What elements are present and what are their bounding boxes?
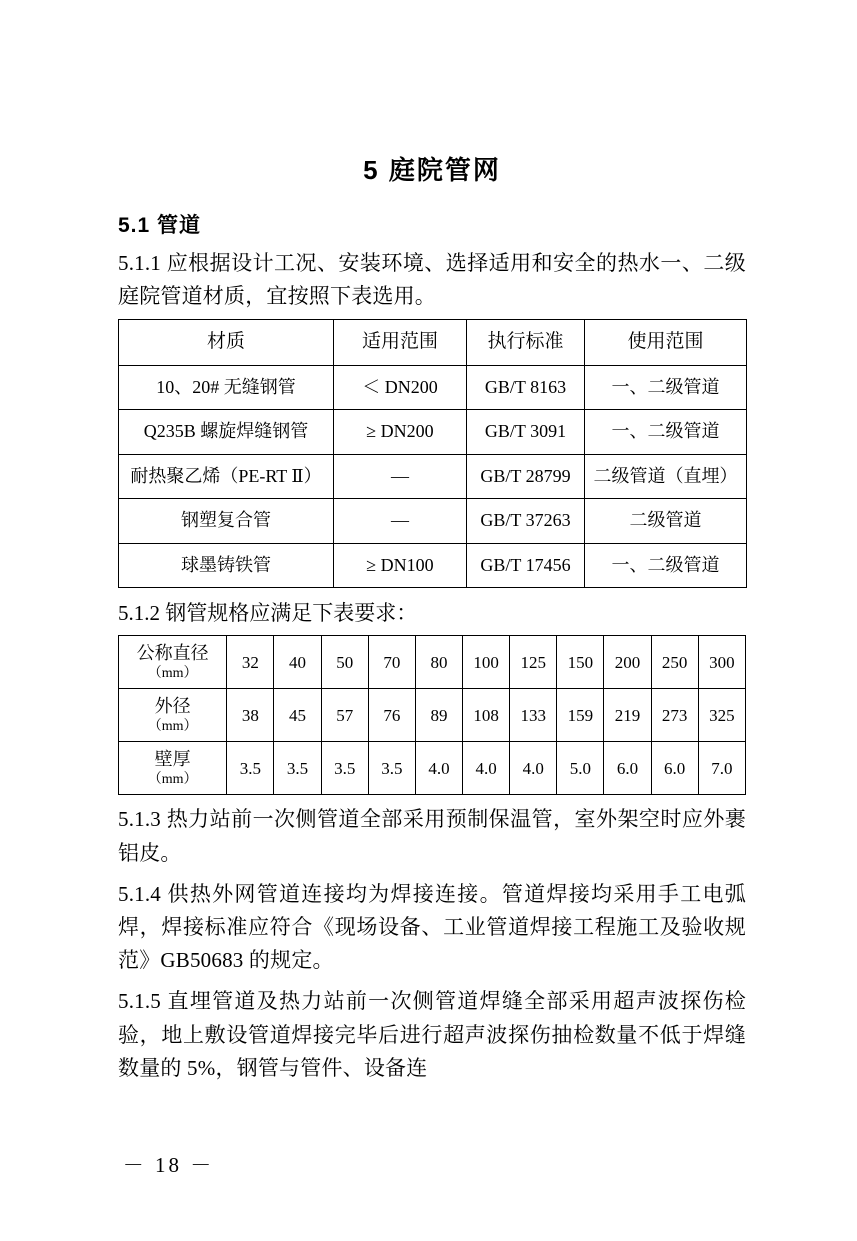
cell-nominal-diameter: 80: [415, 636, 462, 689]
cell-material: 10、20# 无缝钢管: [119, 366, 334, 410]
cell-outer-diameter: 89: [415, 689, 462, 742]
section-title: 5.1 管道: [118, 214, 202, 237]
cell-wall-thickness: 4.0: [463, 742, 510, 795]
chapter-title: 5 庭院管网: [363, 155, 501, 185]
clause-5-1-5: 5.1.5 直埋管道及热力站前一次侧管道焊缝全部采用超声波探伤检验，地上敷设管道焊接完毕后进行超声波探伤抽检数量不低于焊缝数量的 5%，钢管与管件、设备连: [118, 989, 746, 1080]
column-header-material: 材质: [119, 320, 334, 366]
cell-material: 球墨铸铁管: [119, 543, 334, 587]
row-header-outer-diameter: [119, 689, 227, 742]
cell-outer-diameter: 325: [698, 689, 745, 742]
pipe-spec-table: [118, 635, 746, 795]
cell-material: 钢塑复合管: [119, 499, 334, 543]
clause-5-1-4: 5.1.4 供热外网管道连接均为焊接连接。管道焊接均采用手工电弧焊，焊接标准应符合《现场设备、工业管道焊接工程施工及验收规范》GB50683 的规定。: [118, 881, 746, 973]
cell-outer-diameter: 108: [463, 689, 510, 742]
page-number: － 18 －: [122, 1153, 215, 1177]
cell-outer-diameter: 57: [321, 689, 368, 742]
table-row: [119, 454, 747, 498]
cell-outer-diameter: 76: [368, 689, 415, 742]
row-label: 壁厚: [154, 749, 191, 770]
cell-wall-thickness: 4.0: [415, 742, 462, 795]
page-content: [118, 0, 746, 1091]
column-header-applicable-range: 适用范围: [334, 320, 467, 366]
clause-5-1-3: 5.1.3 热力站前一次侧管道全部采用预制保温管，室外架空时应外裹铝皮。: [118, 807, 746, 865]
cell-standard: GB/T 37263: [467, 499, 585, 543]
cell-usage-range: 二级管道（直埋）: [585, 454, 747, 498]
cell-standard: GB/T 28799: [467, 454, 585, 498]
table-row: [119, 410, 747, 454]
column-header-standard: 执行标准: [467, 320, 585, 366]
row-header-nominal-diameter: [119, 636, 227, 689]
cell-standard: GB/T 8163: [467, 366, 585, 410]
row-unit: （mm）: [147, 718, 198, 734]
cell-wall-thickness: 7.0: [698, 742, 745, 795]
clause-5-1-2-lead: 5.1.2 钢管规格应满足下表要求：: [118, 600, 418, 625]
column-header-usage-range: 使用范围: [585, 320, 747, 366]
cell-nominal-diameter: 50: [321, 636, 368, 689]
table-row: [119, 366, 747, 410]
cell-nominal-diameter: 70: [368, 636, 415, 689]
table-row: [119, 543, 747, 587]
cell-outer-diameter: 273: [651, 689, 698, 742]
cell-wall-thickness: 6.0: [604, 742, 651, 795]
cell-standard: GB/T 3091: [467, 410, 585, 454]
row-unit: （mm）: [147, 665, 198, 681]
cell-nominal-diameter: 150: [557, 636, 604, 689]
row-unit: （mm）: [147, 771, 198, 787]
table-row: [119, 499, 747, 543]
cell-wall-thickness: 4.0: [510, 742, 557, 795]
cell-wall-thickness: 6.0: [651, 742, 698, 795]
cell-standard: GB/T 17456: [467, 543, 585, 587]
table-row-outer-diameter: [119, 689, 746, 742]
cell-applicable-range: ≥ DN100: [334, 543, 467, 587]
cell-applicable-range: —: [334, 454, 467, 498]
cell-nominal-diameter: 250: [651, 636, 698, 689]
cell-outer-diameter: 159: [557, 689, 604, 742]
cell-usage-range: 一、二级管道: [585, 366, 747, 410]
table-row-wall-thickness: [119, 742, 746, 795]
row-header-wall-thickness: [119, 742, 227, 795]
cell-applicable-range: —: [334, 499, 467, 543]
cell-applicable-range: ≥ DN200: [334, 410, 467, 454]
cell-outer-diameter: 133: [510, 689, 557, 742]
page-number-footer: [0, 1149, 857, 1179]
table-row-nominal-diameter: [119, 636, 746, 689]
cell-wall-thickness: 5.0: [557, 742, 604, 795]
cell-nominal-diameter: 40: [274, 636, 321, 689]
cell-wall-thickness: 3.5: [274, 742, 321, 795]
cell-wall-thickness: 3.5: [227, 742, 274, 795]
cell-usage-range: 一、二级管道: [585, 410, 747, 454]
cell-wall-thickness: 3.5: [321, 742, 368, 795]
cell-material: 耐热聚乙烯（PE-RT Ⅱ）: [119, 454, 334, 498]
cell-outer-diameter: 219: [604, 689, 651, 742]
row-label: 公称直径: [136, 643, 209, 664]
cell-nominal-diameter: 100: [463, 636, 510, 689]
material-table: [118, 319, 747, 588]
row-label: 外径: [154, 696, 191, 717]
table-header-row: [119, 320, 747, 366]
cell-applicable-range: ＜ DN200: [334, 366, 467, 410]
cell-usage-range: 一、二级管道: [585, 543, 747, 587]
cell-usage-range: 二级管道: [585, 499, 747, 543]
cell-outer-diameter: 38: [227, 689, 274, 742]
cell-nominal-diameter: 200: [604, 636, 651, 689]
cell-outer-diameter: 45: [274, 689, 321, 742]
cell-nominal-diameter: 32: [227, 636, 274, 689]
clause-5-1-1: 5.1.1 应根据设计工况、安装环境、选择适用和安全的热水一、二级庭院管道材质，宜按照下表选用。: [118, 251, 746, 309]
cell-wall-thickness: 3.5: [368, 742, 415, 795]
cell-material: Q235B 螺旋焊缝钢管: [119, 410, 334, 454]
cell-nominal-diameter: 125: [510, 636, 557, 689]
cell-nominal-diameter: 300: [698, 636, 745, 689]
